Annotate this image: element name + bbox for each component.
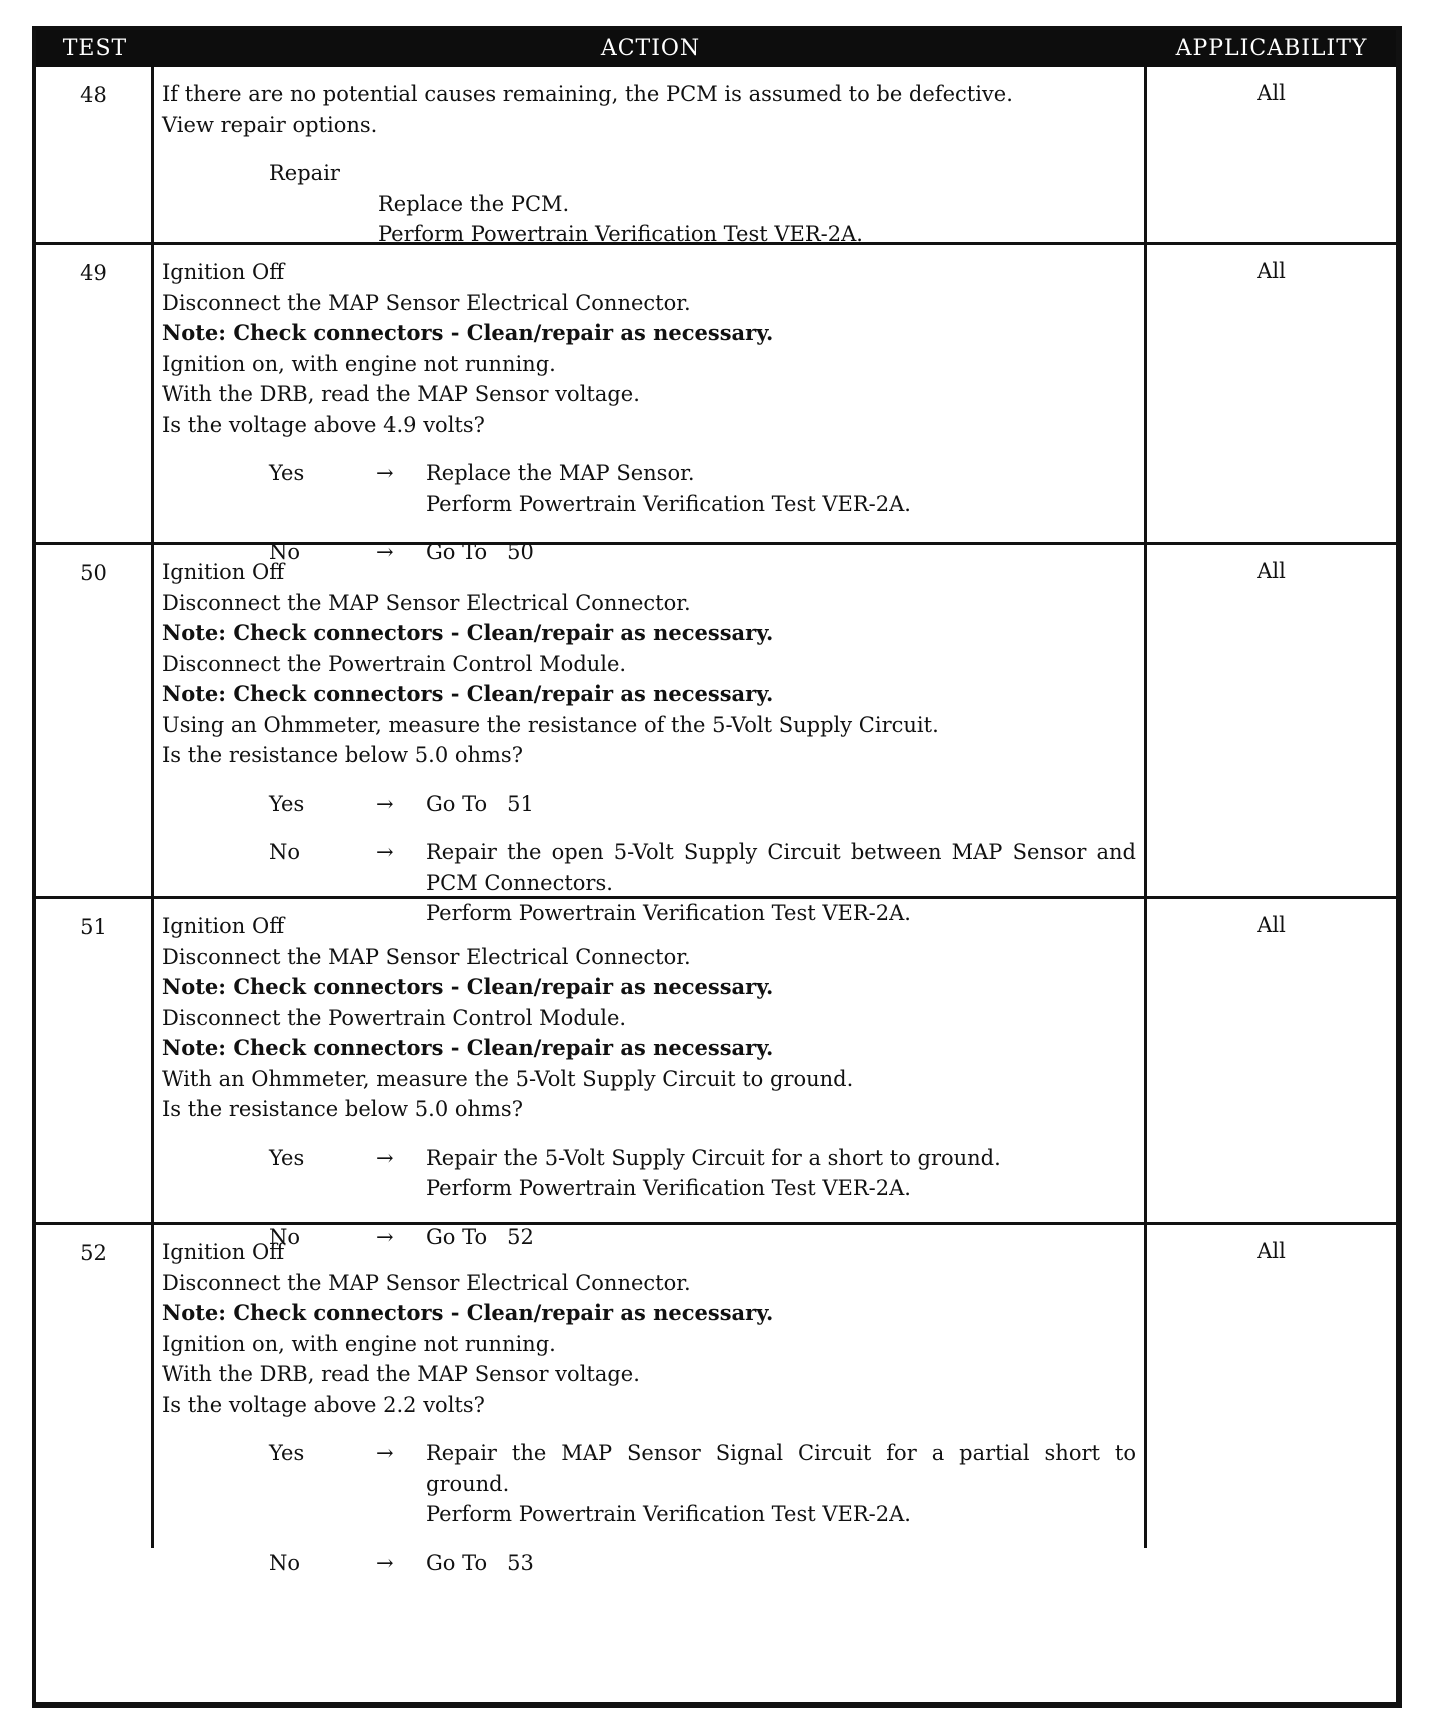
arrow-right-icon: → (376, 1224, 394, 1249)
option-result (426, 789, 1136, 820)
arrow-right-icon: → (376, 1550, 394, 1575)
action-line: View repair options. (162, 112, 378, 137)
header-test: TEST (62, 36, 128, 61)
table-header (36, 30, 1396, 67)
action-line: With the DRB, read the MAP Sensor voltage. (162, 1362, 640, 1386)
table-row (36, 542, 1396, 925)
result-option (162, 1438, 1143, 1530)
action-line: With the DRB, read the MAP Sensor voltage. (162, 382, 640, 406)
option-key: Yes (269, 1145, 305, 1170)
action-line: Disconnect the Powertrain Control Module. (162, 1005, 627, 1030)
option-line: Perform Powertrain Verification Test VER-2A. (426, 901, 911, 925)
action-cell (154, 545, 1147, 925)
note-line: Note: Check connectors - Clean/repair as necessary. (162, 1035, 774, 1060)
option-line: Go To 50 (426, 540, 534, 564)
option-key: Yes (269, 1441, 305, 1465)
action-cell (154, 245, 1147, 564)
action-cell (154, 899, 1147, 1249)
test-number: 50 (36, 545, 154, 896)
option-line: Perform Powertrain Verification Test VER-2A. (426, 1502, 911, 1526)
repair-steps (162, 189, 1136, 250)
test-number: 52 (36, 1225, 154, 1548)
applicability-value: All (1257, 259, 1286, 283)
action-line: Is the voltage above 2.2 volts? (162, 1392, 485, 1417)
header-action: ACTION (600, 36, 701, 61)
action-line: Ignition Off (162, 560, 285, 584)
action-line: Ignition on, with engine not running. (162, 1331, 556, 1356)
option-key: No (269, 540, 301, 564)
option-key: No (269, 840, 301, 864)
action-line: Disconnect the Powertrain Control Module. (162, 651, 627, 676)
repair-step: Perform Powertrain Verification Test VER-2A. (378, 222, 863, 246)
action-line: Disconnect the MAP Sensor Electrical Connector. (162, 1270, 691, 1295)
note-line: Note: Check connectors - Clean/repair as necessary. (162, 1300, 774, 1325)
arrow-right-icon: → (376, 840, 394, 864)
action-cell (154, 67, 1147, 246)
action-line: Ignition Off (162, 1240, 285, 1264)
arrow-right-icon: → (376, 1145, 394, 1170)
result-option (162, 789, 1136, 820)
option-line: Perform Powertrain Verification Test VER-2A. (426, 491, 911, 516)
action-line: Is the resistance below 5.0 ohms? (162, 1097, 523, 1121)
option-line: Go To 51 (426, 791, 534, 816)
applicability-value: All (1257, 81, 1286, 105)
option-result (426, 458, 1136, 519)
result-option (162, 1548, 1136, 1579)
test-number: 51 (36, 899, 154, 1222)
arrow-right-icon: → (376, 1441, 394, 1465)
action-line: Using an Ohmmeter, measure the resistance of the 5-Volt Supply Circuit. (162, 712, 939, 737)
action-line: Is the resistance below 5.0 ohms? (162, 743, 523, 767)
action-line: Ignition Off (162, 914, 285, 938)
table-row (36, 1222, 1396, 1575)
table-body (36, 67, 1396, 1575)
action-line: If there are no potential causes remaining, the PCM is assumed to be defective. (162, 82, 1013, 106)
option-result (426, 1548, 1136, 1579)
repair-label: Repair (269, 161, 340, 185)
option-line: Repair the open 5-Volt Supply Circuit between MAP Sensor and PCM Connectors. (426, 840, 1143, 895)
table-row (36, 242, 1396, 564)
note-line: Note: Check connectors - Clean/repair as necessary. (162, 620, 774, 645)
applicability-value: All (1257, 1239, 1286, 1263)
option-key: No (269, 1550, 301, 1575)
test-number: 48 (36, 67, 154, 242)
option-line: Go To 53 (426, 1550, 534, 1575)
arrow-right-icon: → (376, 791, 394, 816)
action-cell (154, 1225, 1147, 1575)
option-key: Yes (269, 791, 305, 816)
option-key: Yes (269, 461, 305, 485)
test-number: 49 (36, 245, 154, 542)
result-option (162, 1143, 1136, 1204)
option-result (426, 1143, 1136, 1204)
applicability-value: All (1257, 559, 1286, 583)
action-line: Is the voltage above 4.9 volts? (162, 412, 485, 437)
header-applicability: APPLICABILITY (1175, 36, 1368, 61)
action-line: Ignition Off (162, 260, 285, 284)
action-line: Disconnect the MAP Sensor Electrical Connector. (162, 290, 691, 315)
option-line: Replace the MAP Sensor. (426, 461, 695, 485)
action-line: Disconnect the MAP Sensor Electrical Connector. (162, 944, 691, 969)
note-line: Note: Check connectors - Clean/repair as necessary. (162, 681, 774, 706)
option-result (426, 1438, 1143, 1530)
result-option (162, 458, 1136, 519)
action-line: Disconnect the MAP Sensor Electrical Connector. (162, 590, 691, 615)
diagnostic-table (32, 26, 1402, 1708)
arrow-right-icon: → (376, 540, 394, 564)
note-line: Note: Check connectors - Clean/repair as necessary. (162, 974, 774, 999)
table-row (36, 896, 1396, 1249)
action-line: With an Ohmmeter, measure the 5-Volt Supply Circuit to ground. (162, 1066, 854, 1091)
option-line: Go To 52 (426, 1224, 534, 1249)
option-key: No (269, 1224, 301, 1249)
table-row (36, 67, 1396, 246)
option-line: Perform Powertrain Verification Test VER-2A. (426, 1176, 911, 1200)
arrow-right-icon: → (376, 461, 394, 485)
option-line: Repair the 5-Volt Supply Circuit for a short to ground. (426, 1145, 1001, 1170)
repair-step: Replace the PCM. (378, 191, 570, 216)
note-line: Note: Check connectors - Clean/repair as necessary. (162, 320, 774, 345)
applicability-value: All (1257, 913, 1286, 937)
option-line: Repair the MAP Sensor Signal Circuit for a partial short to ground. (426, 1441, 1143, 1496)
action-line: Ignition on, with engine not running. (162, 351, 556, 376)
